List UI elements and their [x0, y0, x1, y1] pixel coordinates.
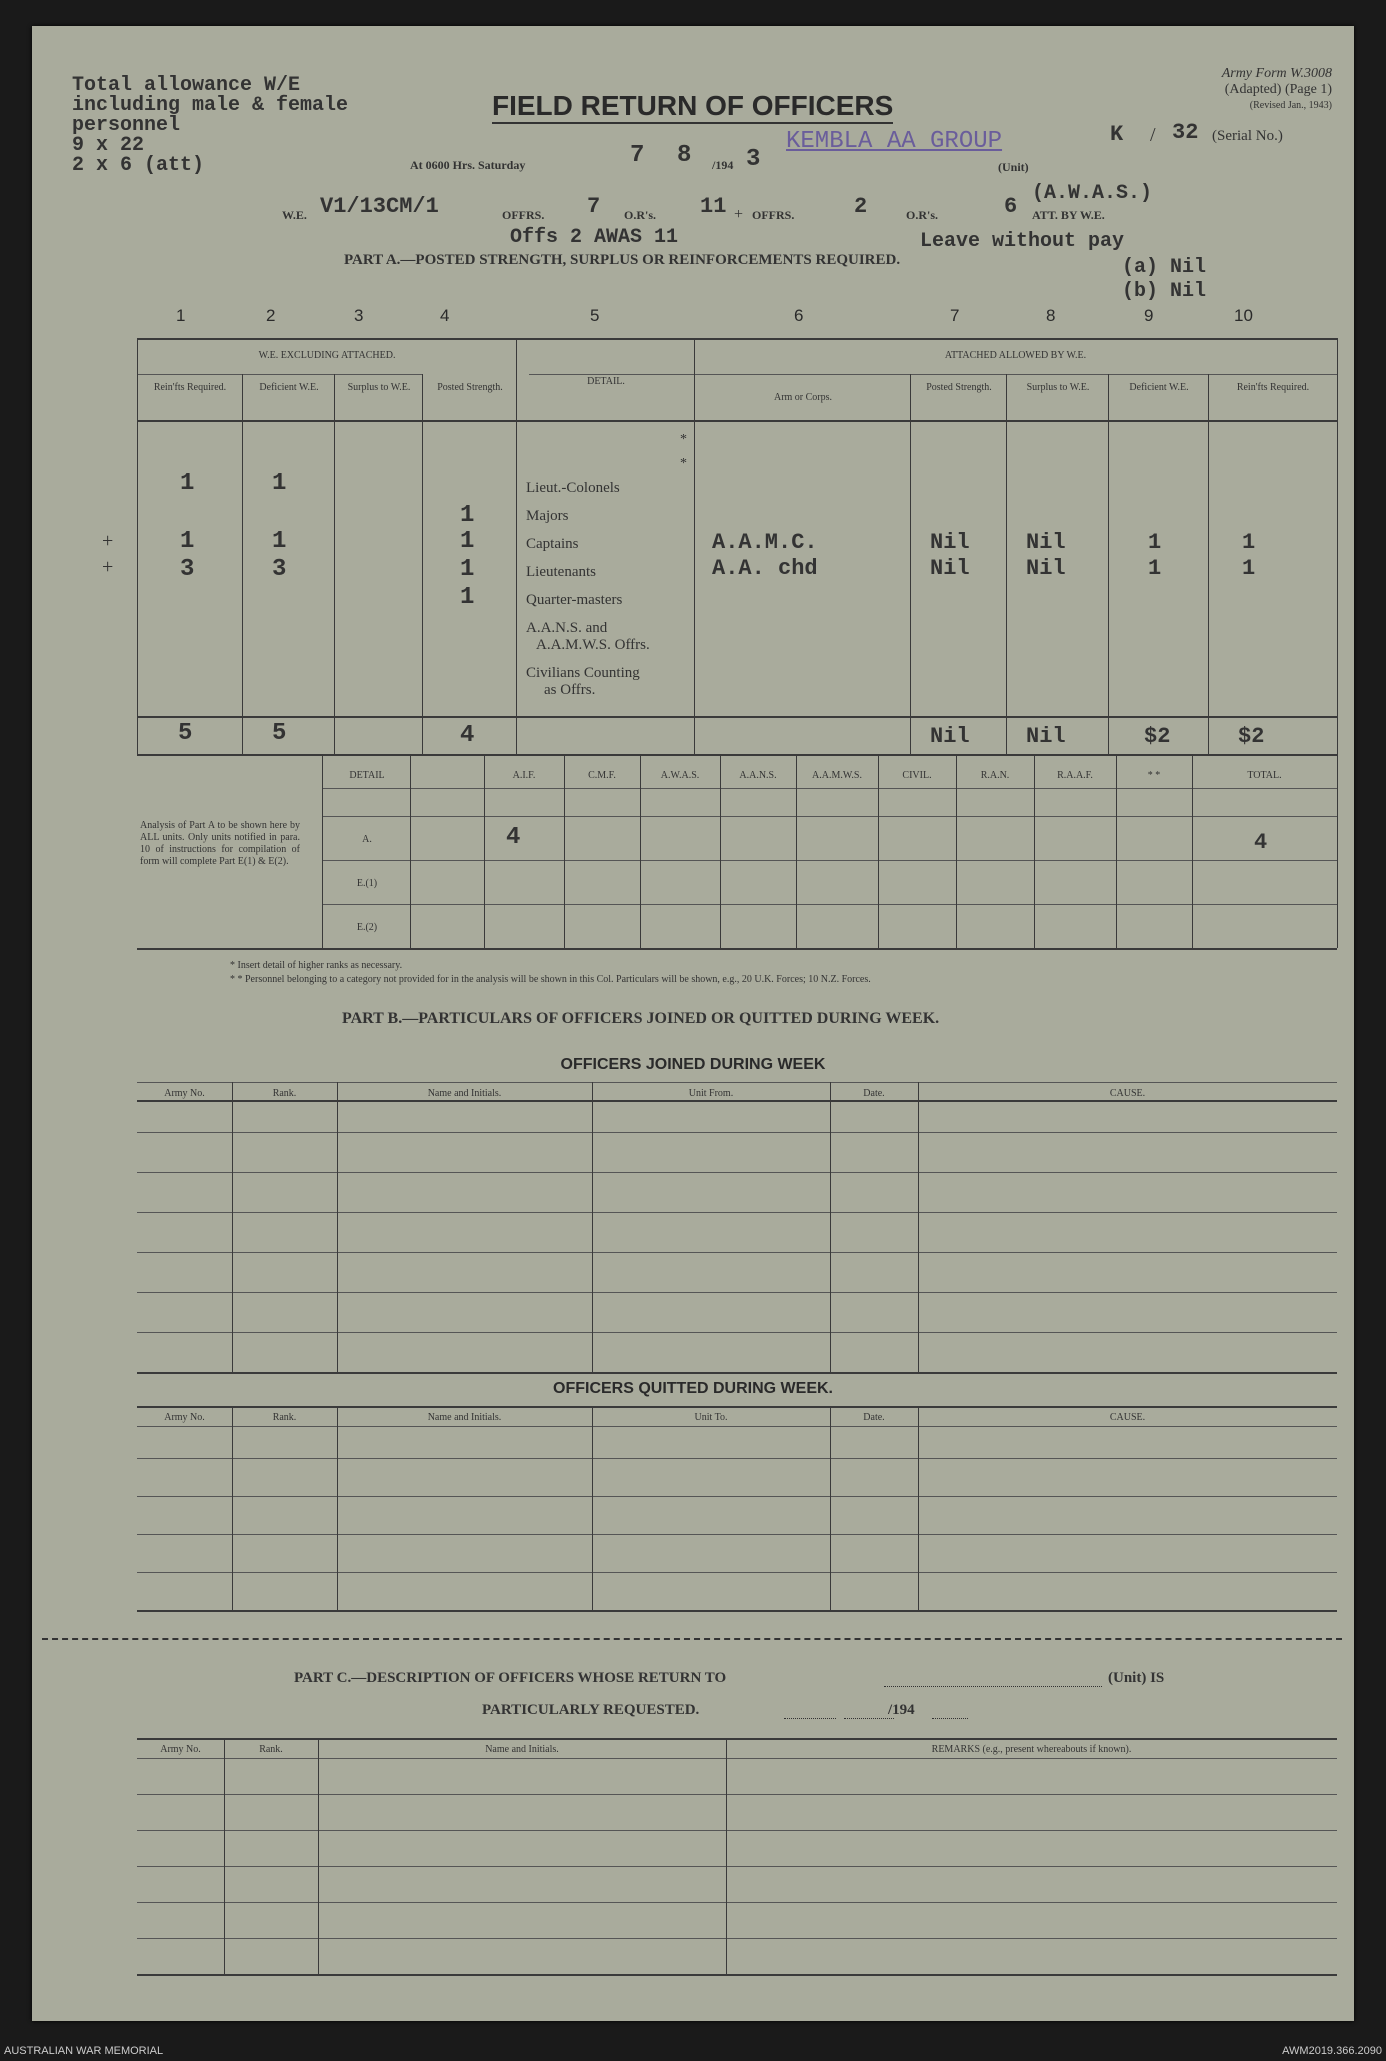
rule: [516, 338, 517, 754]
serial-slash: /: [1150, 124, 1156, 146]
rank-list: [526, 480, 650, 699]
rule: [337, 1082, 338, 1372]
lieutenants-c9: 1: [1148, 556, 1162, 581]
rule: [484, 754, 485, 948]
rule: [137, 1938, 1337, 1939]
captains-c10: 1: [1242, 530, 1256, 555]
analysis-col: DETAIL: [349, 770, 385, 781]
col-number: 2: [266, 306, 276, 325]
rule: [137, 1572, 1337, 1573]
analysis-note: Analysis of Part A to be shown here by ALL units. Only units notified in para. 10 of instructions for compilation of form will complete Part E(1) & E(2).: [140, 820, 300, 867]
col-header: Surplus to W.E.: [1026, 382, 1090, 393]
part-c-line2: PARTICULARLY REQUESTED.: [482, 1702, 700, 1718]
part-a-title: PART A.—POSTED STRENGTH, SURPLUS OR REINFORCEMENTS REQUIRED.: [344, 252, 901, 268]
att-label: ATT. BY W.E.: [1032, 208, 1105, 222]
rule: [137, 1496, 1337, 1497]
lieutenants-c8: Nil: [1026, 556, 1066, 581]
footer-accession: AWM2019.366.2090: [1282, 2045, 1382, 2057]
col-header: Arm or Corps.: [773, 392, 833, 403]
form-sheet: [32, 26, 1354, 2021]
rule: [137, 1738, 1337, 1740]
joined-col: Rank.: [272, 1088, 297, 1099]
rule: [529, 374, 1337, 375]
footer-institution: AUSTRALIAN WAR MEMORIAL: [4, 2045, 164, 2057]
col-number: 1: [176, 306, 186, 325]
rule: [242, 374, 243, 754]
allowance-block: [72, 76, 348, 176]
joined-col: Army No.: [164, 1088, 205, 1099]
col-number: 6: [794, 306, 804, 325]
analysis-col: R.A.A.F.: [1057, 770, 1093, 781]
rule: [640, 754, 641, 948]
ltcol-c1: 1: [180, 470, 195, 497]
year-blank: [932, 1718, 968, 1719]
lieutenants-c4: 1: [460, 556, 475, 583]
rule: [337, 1406, 338, 1610]
quitted-col: Date.: [863, 1412, 885, 1423]
form-title: FIELD RETURN OF OFFICERS: [492, 90, 893, 124]
part-c-col: Name and Initials.: [485, 1744, 559, 1755]
rule: [592, 1406, 593, 1610]
unit-label: (Unit): [998, 160, 1029, 174]
rank-label: as Offrs.: [544, 682, 596, 698]
rule: [830, 1082, 831, 1372]
we-value: V1/13CM/1: [320, 194, 439, 219]
part-c-col: Army No.: [160, 1744, 201, 1755]
joined-col: CAUSE.: [1109, 1088, 1146, 1099]
leave-b: (b) Nil: [1122, 280, 1207, 303]
asterisk-note: *: [680, 456, 687, 471]
analysis-col: C.M.F.: [588, 770, 616, 781]
lieutenants-c1: 3: [180, 556, 195, 583]
unit-blank: [884, 1686, 1102, 1687]
analysis-row: E.(1): [356, 878, 378, 889]
total-c10: $2: [1238, 724, 1265, 749]
adapted: (Adapted) (Page 1): [1224, 82, 1332, 97]
rule: [1108, 374, 1109, 754]
serial-no: 32: [1172, 120, 1199, 145]
offrs-value: 7: [587, 194, 601, 219]
analysis-col: * *: [1147, 770, 1161, 781]
col-header: Rein'fts Required.: [1236, 382, 1310, 393]
rule: [137, 1172, 1337, 1173]
footnote-2: * * Personnel belonging to a category not provided for in the analysis will be shown in this Col. Particulars will be shown, e.g., 20 U.K. Forces; 10 N.Z. Forces.: [230, 974, 871, 985]
lieutenants-mark: +: [102, 556, 114, 578]
plus-sign: +: [734, 206, 744, 223]
analysis-row: E.(2): [356, 922, 378, 933]
serial-letter: K: [1110, 122, 1124, 147]
joined-title: OFFICERS JOINED DURING WEEK: [560, 1056, 826, 1073]
ltcol-c2: 1: [272, 470, 287, 497]
part-c-unit-is: (Unit) IS: [1108, 1670, 1165, 1686]
rule: [137, 420, 1337, 422]
rule: [137, 948, 1337, 950]
part-b-title: PART B.—PARTICULARS OF OFFICERS JOINED OR QUITTED DURING WEEK.: [342, 1010, 940, 1027]
army-form-block: [1092, 66, 1332, 114]
rule: [137, 1426, 1337, 1427]
rule: [137, 1372, 1337, 1374]
part-c-col: Rank.: [259, 1744, 283, 1755]
total-c2: 5: [272, 720, 287, 747]
asterisk-note: *: [680, 432, 687, 447]
col-header: Rein'fts Required.: [153, 382, 227, 393]
rule: [137, 1902, 1337, 1903]
rule: [232, 1082, 233, 1372]
captains-c7: Nil: [930, 530, 970, 555]
total-c8: Nil: [1026, 724, 1066, 749]
analysis-col: R.A.N.: [980, 770, 1010, 781]
col-number: 3: [354, 306, 364, 325]
captains-arm: A.A.M.C.: [712, 530, 818, 555]
lieutenants-arm: A.A. chd: [712, 556, 818, 581]
rule: [322, 904, 1337, 905]
allowance-line: including male & female: [72, 94, 349, 117]
rule: [137, 1866, 1337, 1867]
rule: [137, 1252, 1337, 1253]
ors-value: 11: [700, 194, 727, 219]
analysis-col: A.A.M.W.S.: [812, 770, 862, 781]
rule: [318, 1738, 319, 1974]
col-number: 9: [1144, 306, 1154, 325]
analysis-col: A.I.F.: [512, 770, 536, 781]
at-label: At 0600 Hrs. Saturday: [410, 158, 526, 172]
rule: [137, 1332, 1337, 1333]
rule: [726, 1738, 727, 1974]
rule: [1337, 754, 1338, 948]
rule: [956, 754, 957, 948]
rule: [322, 754, 323, 948]
joined-col: Name and Initials.: [427, 1088, 502, 1099]
offrs2-value: 2: [854, 194, 868, 219]
attached-header: ATTACHED ALLOWED BY W.E.: [944, 350, 1087, 361]
quitted-col: Rank.: [272, 1412, 297, 1423]
rule: [137, 1212, 1337, 1213]
month-blank: [844, 1718, 894, 1719]
ors-label: O.R's.: [624, 208, 657, 222]
captains-c8: Nil: [1026, 530, 1066, 555]
month-value: 8: [677, 142, 692, 169]
rule: [137, 1292, 1337, 1293]
rank-label: A.A.M.W.S. Offrs.: [536, 637, 650, 653]
captains-mark: +: [102, 530, 114, 552]
army-form: Army Form W.3008: [1221, 66, 1332, 81]
offrs2-label: OFFRS.: [752, 208, 795, 222]
allowance-line: Total allowance W/E: [72, 74, 301, 97]
rule: [137, 1830, 1337, 1831]
analysis-col: A.W.A.S.: [660, 770, 700, 781]
revised: (Revised Jan., 1943): [1249, 100, 1332, 111]
rank-label: Quarter-masters: [526, 592, 623, 608]
analysis-row: A.: [362, 834, 372, 845]
leave-a: (a) Nil: [1122, 256, 1207, 279]
year-prefix: /194: [712, 158, 734, 172]
analysis-aif-a: 4: [506, 824, 521, 851]
rule: [1116, 754, 1117, 948]
part-c-col: REMARKS (e.g., present whereabouts if known).: [931, 1744, 1132, 1755]
allowance-line: 9 x 22: [72, 134, 145, 157]
day-value: 7: [630, 142, 645, 169]
total-c4: 4: [460, 722, 475, 749]
part-c-date: /194: [888, 1702, 915, 1718]
lieutenants-c2: 3: [272, 556, 287, 583]
rule: [796, 754, 797, 948]
rule: [910, 374, 911, 754]
allowance-line: personnel: [72, 114, 181, 137]
col-header: DETAIL.: [587, 376, 625, 387]
col-number: 10: [1234, 306, 1253, 325]
rule: [322, 860, 1337, 861]
analysis-total-a: 4: [1254, 830, 1268, 855]
col-header: Surplus to W.E.: [347, 382, 411, 393]
rule: [137, 716, 1337, 718]
majors-c4: 1: [460, 502, 475, 529]
rule: [334, 374, 335, 754]
we-label: W.E.: [282, 208, 307, 222]
analysis-col: A.A.N.S.: [739, 770, 777, 781]
rule: [1337, 338, 1338, 754]
analysis-col: CIVIL.: [902, 770, 932, 781]
analysis-col: TOTAL.: [1247, 770, 1282, 781]
rule: [694, 338, 695, 754]
joined-col: Date.: [863, 1088, 885, 1099]
rule: [1006, 374, 1007, 754]
rank-label: Lieutenants: [526, 564, 596, 580]
col-header: Deficient W.E.: [1129, 382, 1189, 393]
footnote-1: * Insert detail of higher ranks as necessary.: [230, 960, 403, 971]
rule: [137, 1132, 1337, 1133]
rank-label: A.A.N.S. and: [526, 620, 608, 636]
rule: [918, 1082, 919, 1372]
rule: [1208, 374, 1209, 754]
rule: [422, 374, 423, 754]
rule: [410, 754, 411, 948]
quitted-col: Unit To.: [694, 1412, 728, 1423]
col-header: Deficient W.E.: [259, 382, 319, 393]
column-numbers: [32, 306, 1354, 330]
rank-label: Lieut.-Colonels: [526, 480, 620, 496]
lieutenants-c7: Nil: [930, 556, 970, 581]
captains-c2: 1: [272, 528, 287, 555]
rule: [137, 1610, 1337, 1612]
col-number: 4: [440, 306, 450, 325]
ors2-label: O.R's.: [906, 208, 939, 222]
rule: [137, 1534, 1337, 1535]
quitted-col: Name and Initials.: [427, 1412, 502, 1423]
total-c7: Nil: [930, 724, 970, 749]
rule: [137, 1082, 1337, 1083]
rule: [878, 754, 879, 948]
quitted-title: OFFICERS QUITTED DURING WEEK.: [553, 1380, 833, 1397]
joined-col: Unit From.: [688, 1088, 734, 1099]
rule: [137, 338, 138, 754]
unit-stamp: KEMBLA AA GROUP: [786, 128, 1003, 155]
rule: [137, 1100, 1337, 1102]
day-blank: [784, 1718, 836, 1719]
total-c1: 5: [178, 720, 193, 747]
we-excl-header: W.E. EXCLUDING ATTACHED.: [258, 350, 396, 361]
rule: [592, 1082, 593, 1372]
year-digit: 3: [746, 146, 761, 173]
rule: [564, 754, 565, 948]
serial-label: (Serial No.): [1212, 128, 1283, 144]
rule: [137, 754, 1337, 756]
rule: [224, 1738, 225, 1974]
col-number: 8: [1046, 306, 1056, 325]
allowance-line: 2 x 6 (att): [72, 154, 205, 177]
rule: [137, 1758, 1337, 1759]
quitted-col: Army No.: [164, 1412, 205, 1423]
rule: [137, 1458, 1337, 1459]
captains-c4: 1: [460, 528, 475, 555]
perforation-line: [42, 1638, 1342, 1640]
rule: [322, 816, 1337, 817]
awas-value: (A.W.A.S.): [1032, 182, 1153, 205]
captains-c9: 1: [1148, 530, 1162, 555]
lieutenants-c10: 1: [1242, 556, 1256, 581]
part-c-title: PART C.—DESCRIPTION OF OFFICERS WHOSE RETURN TO: [294, 1670, 727, 1686]
rule: [137, 1406, 1337, 1408]
rule: [830, 1406, 831, 1610]
rule: [137, 374, 423, 375]
rank-label: Civilians Counting: [526, 665, 640, 681]
rule: [1192, 754, 1193, 948]
col-number: 7: [950, 306, 960, 325]
col-header: Posted Strength.: [926, 382, 992, 393]
offrs-label: OFFRS.: [502, 208, 545, 222]
rule: [1034, 754, 1035, 948]
col-header: Posted Strength.: [437, 382, 503, 393]
rule: [137, 1974, 1337, 1976]
rank-label: Majors: [526, 508, 569, 524]
rule: [720, 754, 721, 948]
col-number: 5: [590, 306, 600, 325]
captains-c1: 1: [180, 528, 195, 555]
rule: [137, 338, 1337, 340]
offs-awas: Offs 2 AWAS 11: [510, 226, 679, 249]
leave-note: Leave without pay: [920, 230, 1125, 253]
ors2-value: 6: [1004, 194, 1018, 219]
qm-c4: 1: [460, 584, 475, 611]
rule: [232, 1406, 233, 1610]
total-c9: $2: [1144, 724, 1171, 749]
rule: [918, 1406, 919, 1610]
rule: [137, 1794, 1337, 1795]
quitted-col: CAUSE.: [1109, 1412, 1146, 1423]
rule: [322, 788, 1337, 789]
rank-label: Captains: [526, 536, 579, 552]
